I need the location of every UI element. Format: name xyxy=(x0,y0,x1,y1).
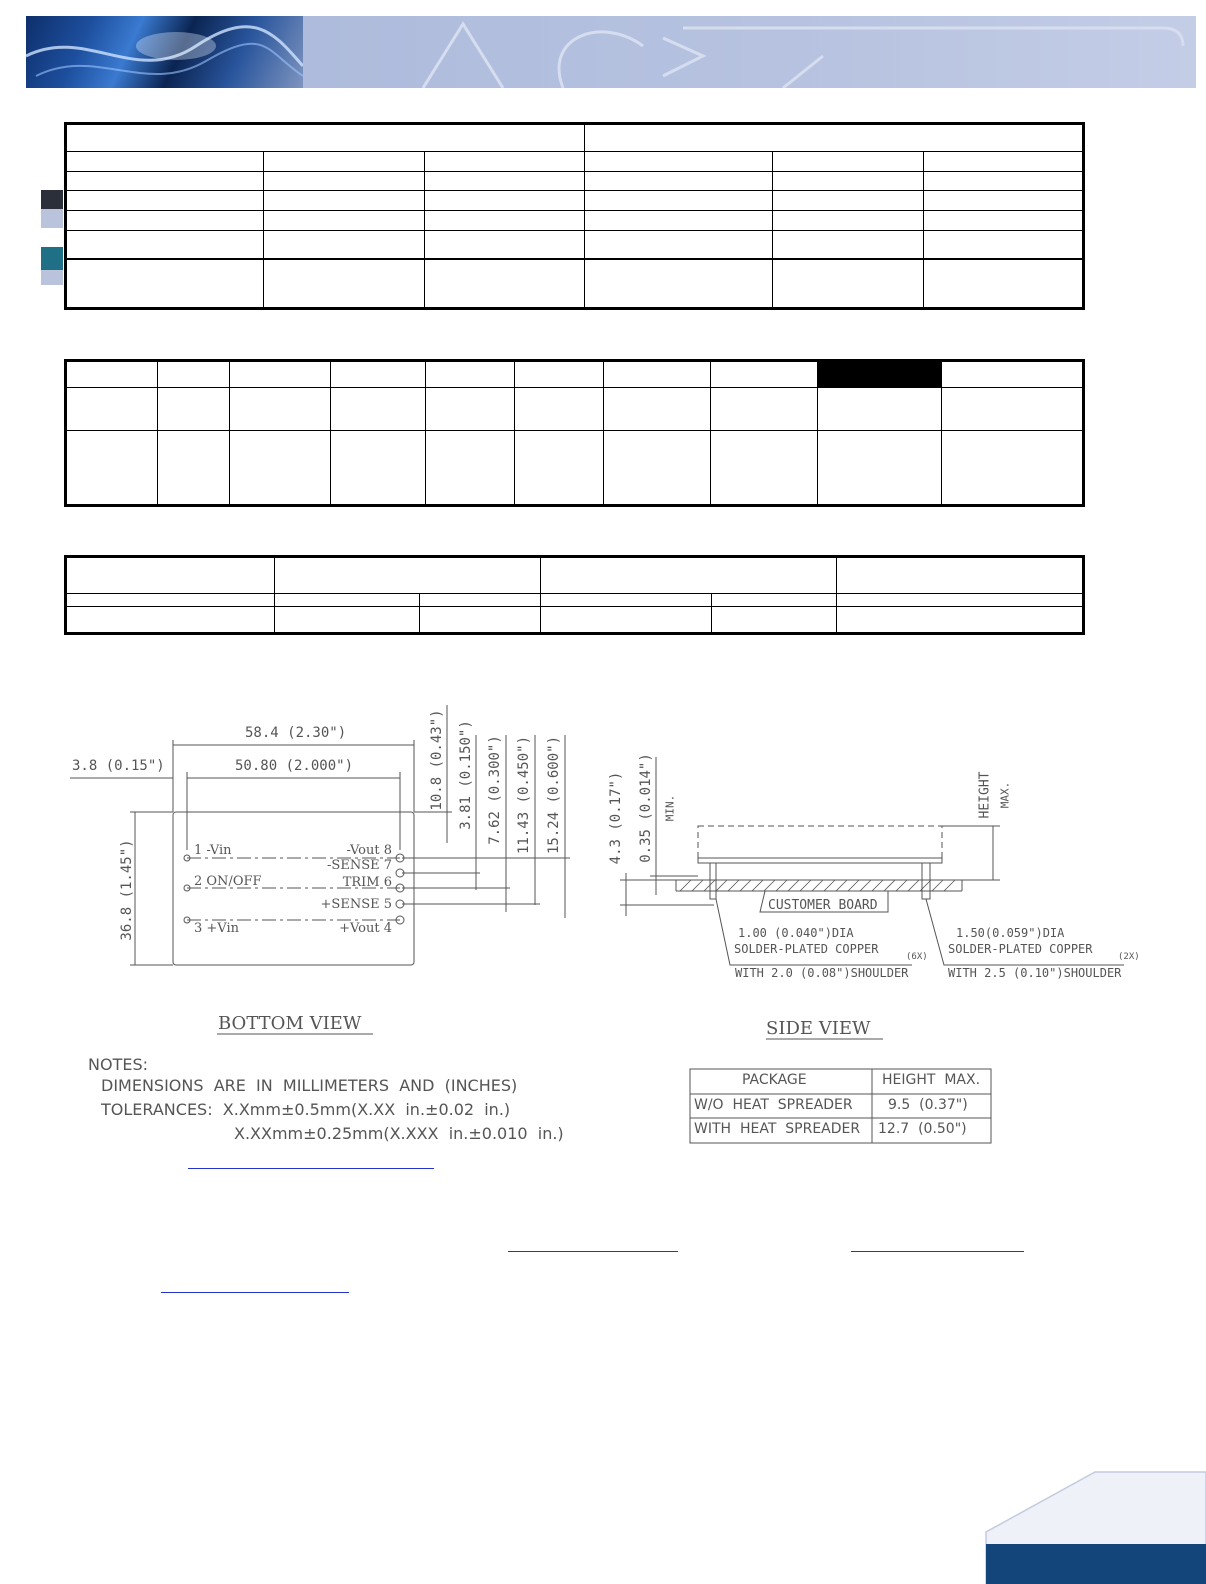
dim-pin7: 3.81 (0.150") xyxy=(458,720,474,830)
footer-corner-graphic xyxy=(960,1460,1206,1584)
pin-label-1: 1 -Vin xyxy=(194,843,232,858)
height-row-2: 12.7 (0.50") xyxy=(878,1121,967,1137)
dim-pin6: 7.62 (0.300") xyxy=(487,735,503,845)
pin-large-count: (2X) xyxy=(1118,952,1140,962)
customer-board-label: CUSTOMER BOARD xyxy=(768,898,878,913)
link-1[interactable] xyxy=(188,1168,434,1169)
package-header: PACKAGE xyxy=(742,1072,807,1088)
dim-height: 36.8 (1.45") xyxy=(119,839,135,941)
dim-min-label: MIN. xyxy=(663,794,677,822)
dim-pin-pitch: 50.80 (2.000") xyxy=(235,758,354,774)
pin-label-7: -SENSE 7 xyxy=(327,858,392,873)
dim-top-offset: 10.8 (0.43") xyxy=(429,709,445,811)
link-4[interactable] xyxy=(161,1292,349,1293)
dim-standoff: 4.3 (0.17") xyxy=(608,771,624,865)
package-row-2: WITH HEAT SPREADER xyxy=(694,1121,861,1137)
notes-line-2: TOLERANCES: X.Xmm±0.5mm(X.XX in.±0.02 in.) xyxy=(101,1100,511,1119)
pin-small-material: SOLDER-PLATED COPPER xyxy=(734,942,879,956)
pin-label-5: +SENSE 5 xyxy=(320,897,392,912)
package-row-1: W/O HEAT SPREADER xyxy=(694,1097,853,1113)
height-max-label: MAX. xyxy=(998,781,1012,809)
notes-line-3: X.XXmm±0.25mm(X.XXX in.±0.010 in.) xyxy=(234,1124,564,1143)
pin-small-count: (6X) xyxy=(906,952,928,962)
height-max-header: HEIGHT MAX. xyxy=(882,1072,981,1088)
pin-large-shoulder: WITH 2.5 (0.10")SHOULDER xyxy=(948,966,1122,980)
pin-large-dia: 1.50(0.059")DIA xyxy=(956,926,1065,940)
pin-large-material: SOLDER-PLATED COPPER xyxy=(948,942,1093,956)
bottom-view-title: BOTTOM VIEW xyxy=(218,1013,362,1034)
notes-heading: NOTES: xyxy=(88,1055,148,1074)
dim-edge-offset: 3.8 (0.15") xyxy=(72,758,165,774)
link-2[interactable] xyxy=(508,1251,678,1252)
dim-pin4: 15.24 (0.600") xyxy=(546,735,562,855)
pin-label-3: 3 +Vin xyxy=(194,921,239,936)
notes-line-1: DIMENSIONS ARE IN MILLIMETERS AND (INCHES) xyxy=(101,1076,518,1095)
dim-clearance: 0.35 (0.014") xyxy=(638,753,654,863)
side-view-title: SIDE VIEW xyxy=(766,1018,871,1039)
pin-label-4: +Vout 4 xyxy=(339,921,392,936)
link-3[interactable] xyxy=(851,1251,1024,1252)
pin-label-6: TRIM 6 xyxy=(342,875,392,890)
pin-small-dia: 1.00 (0.040")DIA xyxy=(738,926,854,940)
pin-label-8: -Vout 8 xyxy=(346,843,392,858)
height-label: HEIGHT xyxy=(977,771,993,819)
dim-pin5: 11.43 (0.450") xyxy=(516,735,532,855)
pin-small-shoulder: WITH 2.0 (0.08")SHOULDER xyxy=(735,966,909,980)
dim-width-overall: 58.4 (2.30") xyxy=(245,725,347,741)
pin-label-2: 2 ON/OFF xyxy=(194,874,262,889)
height-row-1: 9.5 (0.37") xyxy=(888,1097,968,1113)
